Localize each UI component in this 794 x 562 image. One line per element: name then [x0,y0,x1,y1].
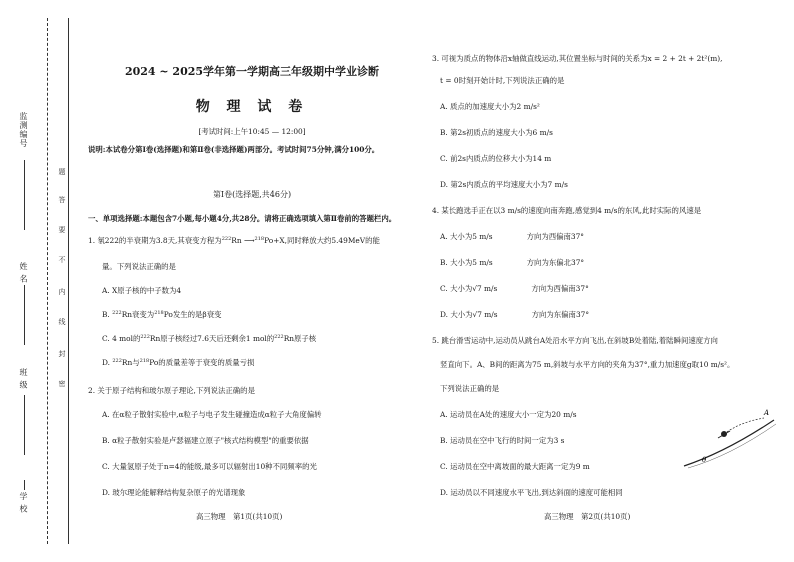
q5-option-a[interactable]: A. 运动员在A处的速度大小一定为20 m/s [440,410,577,419]
exam-number-field[interactable] [24,160,25,230]
subject-title: 物 理 试 卷 [195,99,309,115]
binding-solid-line [68,18,69,544]
q2-option-d[interactable]: D. 玻尔理论能解释结构复杂原子的光谱现象 [102,488,246,497]
q2-option-c[interactable]: C. 大量氢原子处于n=4的能级,最多可以辐射出10种不同频率的光 [102,462,317,471]
question-3-stem-line2: t = 0时刻开始计时,下列说法正确的是 [440,76,565,85]
q1-option-c[interactable]: C. 4 mol的$^{222}$Rn原子核经过7.6天后还剩余1 mol的$^{222}$Rn原子核 [102,334,317,343]
section-header: 一、单项选择题:本题包含7小题,每小题4分,共28分。请将正确选项填入第Ⅱ卷前的答题栏内。 [88,214,397,223]
binding-margin [0,0,72,562]
page-footer: 高三物理 第2页(共10页) [544,512,631,521]
seal-char: 线 [58,318,66,325]
q4-option-b[interactable]: B. 大小为5 m/s 方向为东偏北37° [440,258,585,267]
slope-line [684,420,774,466]
exam-time: [考试时间:上午10:45 — 12:00] [198,127,306,136]
page-1 [88,0,416,562]
q4-option-a[interactable]: A. 大小为5 m/s 方向为西偏南37° [440,232,585,241]
question-3-stem: 3. 可视为质点的物体沿x轴做直线运动,其位置坐标与时间的关系为x = 2 + 2t + 2t²(m), [432,54,723,63]
school-field[interactable] [24,480,25,490]
theta-label: θ [702,456,707,464]
seal-char: 密 [58,380,66,387]
q3-option-b[interactable]: B. 第2s初质点的速度大小为6 m/s [440,128,553,137]
seal-char: 不 [58,256,66,263]
q1-option-b[interactable]: B. $^{222}$Rn衰变为$^{218}$Po发生的是β衰变 [102,310,222,319]
q5-option-b[interactable]: B. 运动员在空中飞行的时间一定为3 s [440,436,565,445]
school-label: 学 校 [19,492,28,514]
seal-char: 要 [58,226,66,233]
q1-option-d[interactable]: D. $^{222}$Rn与$^{218}$Po的质量差等于衰变的质量亏损 [102,358,255,367]
page-2 [432,0,782,562]
q3-option-d[interactable]: D. 第2s内质点的平均速度大小为7 m/s [440,180,568,189]
exam-title: 2024 ~ 2025学年第一学期高三年级期中学业诊断 [124,65,380,78]
seal-char: 内 [58,288,66,295]
question-5-stem: 5. 跳台滑雪运动中,运动员从跳台A处沿水平方向飞出,在斜坡B处着陆,着陆瞬间速度方向 [432,336,718,345]
question-1-stem-line2: 量。下列说法正确的是 [102,262,176,271]
page-footer: 高三物理 第1页(共10页) [196,512,283,521]
seal-char: 题 [58,168,66,175]
question-5-stem-line3: 下列说法正确的是 [440,384,500,393]
trajectory [724,418,764,434]
q5-option-d[interactable]: D. 运动员以不同速度水平飞出,到达斜面的速度可能相同 [440,488,623,497]
class-field[interactable] [24,395,25,455]
question-4-stem: 4. 某长跑选手正在以3 m/s的速度向南奔跑,感觉到4 m/s的东风,此时实际的风速是 [432,206,702,215]
question-1-stem: 1. 氡222的半衰期为3.8天,其衰变方程为$^{222}$Rn ⟶$^{218}$Po+X,同时释放大约5.49MeV的能 [88,236,380,245]
q5-option-c[interactable]: C. 运动员在空中离坡面的最大距离一定为9 m [440,462,590,471]
ski-slope-figure [680,404,780,470]
seal-char: 答 [58,196,66,203]
q2-option-a[interactable]: A. 在α粒子散射实验中,α粒子与电子发生碰撞造成α粒子大角度偏转 [102,410,322,419]
question-2-stem: 2. 关于原子结构和玻尔原子理论,下列说法正确的是 [88,386,255,395]
name-label: 姓 名 [19,262,28,284]
exam-instructions: 说明:本试卷分第Ⅰ卷(选择题)和第Ⅱ卷(非选择题)两部分。考试时间75分钟,满分100分。 [88,145,380,154]
q3-option-c[interactable]: C. 前2s内质点的位移大小为14 m [440,154,552,163]
q1-option-a[interactable]: A. X原子核的中子数为4 [102,286,182,295]
question-5-stem-line2: 竖直向下。A、B间的距离为75 m,斜坡与水平方向的夹角为37°,重力加速度g取10 m/s²。 [440,360,735,369]
class-label: 班 级 [19,368,28,390]
binding-dashed-line [47,18,48,544]
part-one-title: 第Ⅰ卷(选择题,共46分) [212,190,292,199]
exam-number-label: 监测编号 [19,112,28,148]
q3-option-a[interactable]: A. 质点的加速度大小为2 m/s² [440,102,540,111]
q4-option-c[interactable]: C. 大小为√7 m/s 方向为西偏南37° [440,284,589,293]
point-a-label: A [764,409,770,417]
q2-option-b[interactable]: B. α粒子散射实验是卢瑟福建立原子"核式结构模型"的重要依据 [102,436,309,445]
q4-option-d[interactable]: D. 大小为√7 m/s 方向为东偏南37° [440,310,590,319]
seal-char: 封 [58,350,66,357]
name-field[interactable] [24,285,25,345]
